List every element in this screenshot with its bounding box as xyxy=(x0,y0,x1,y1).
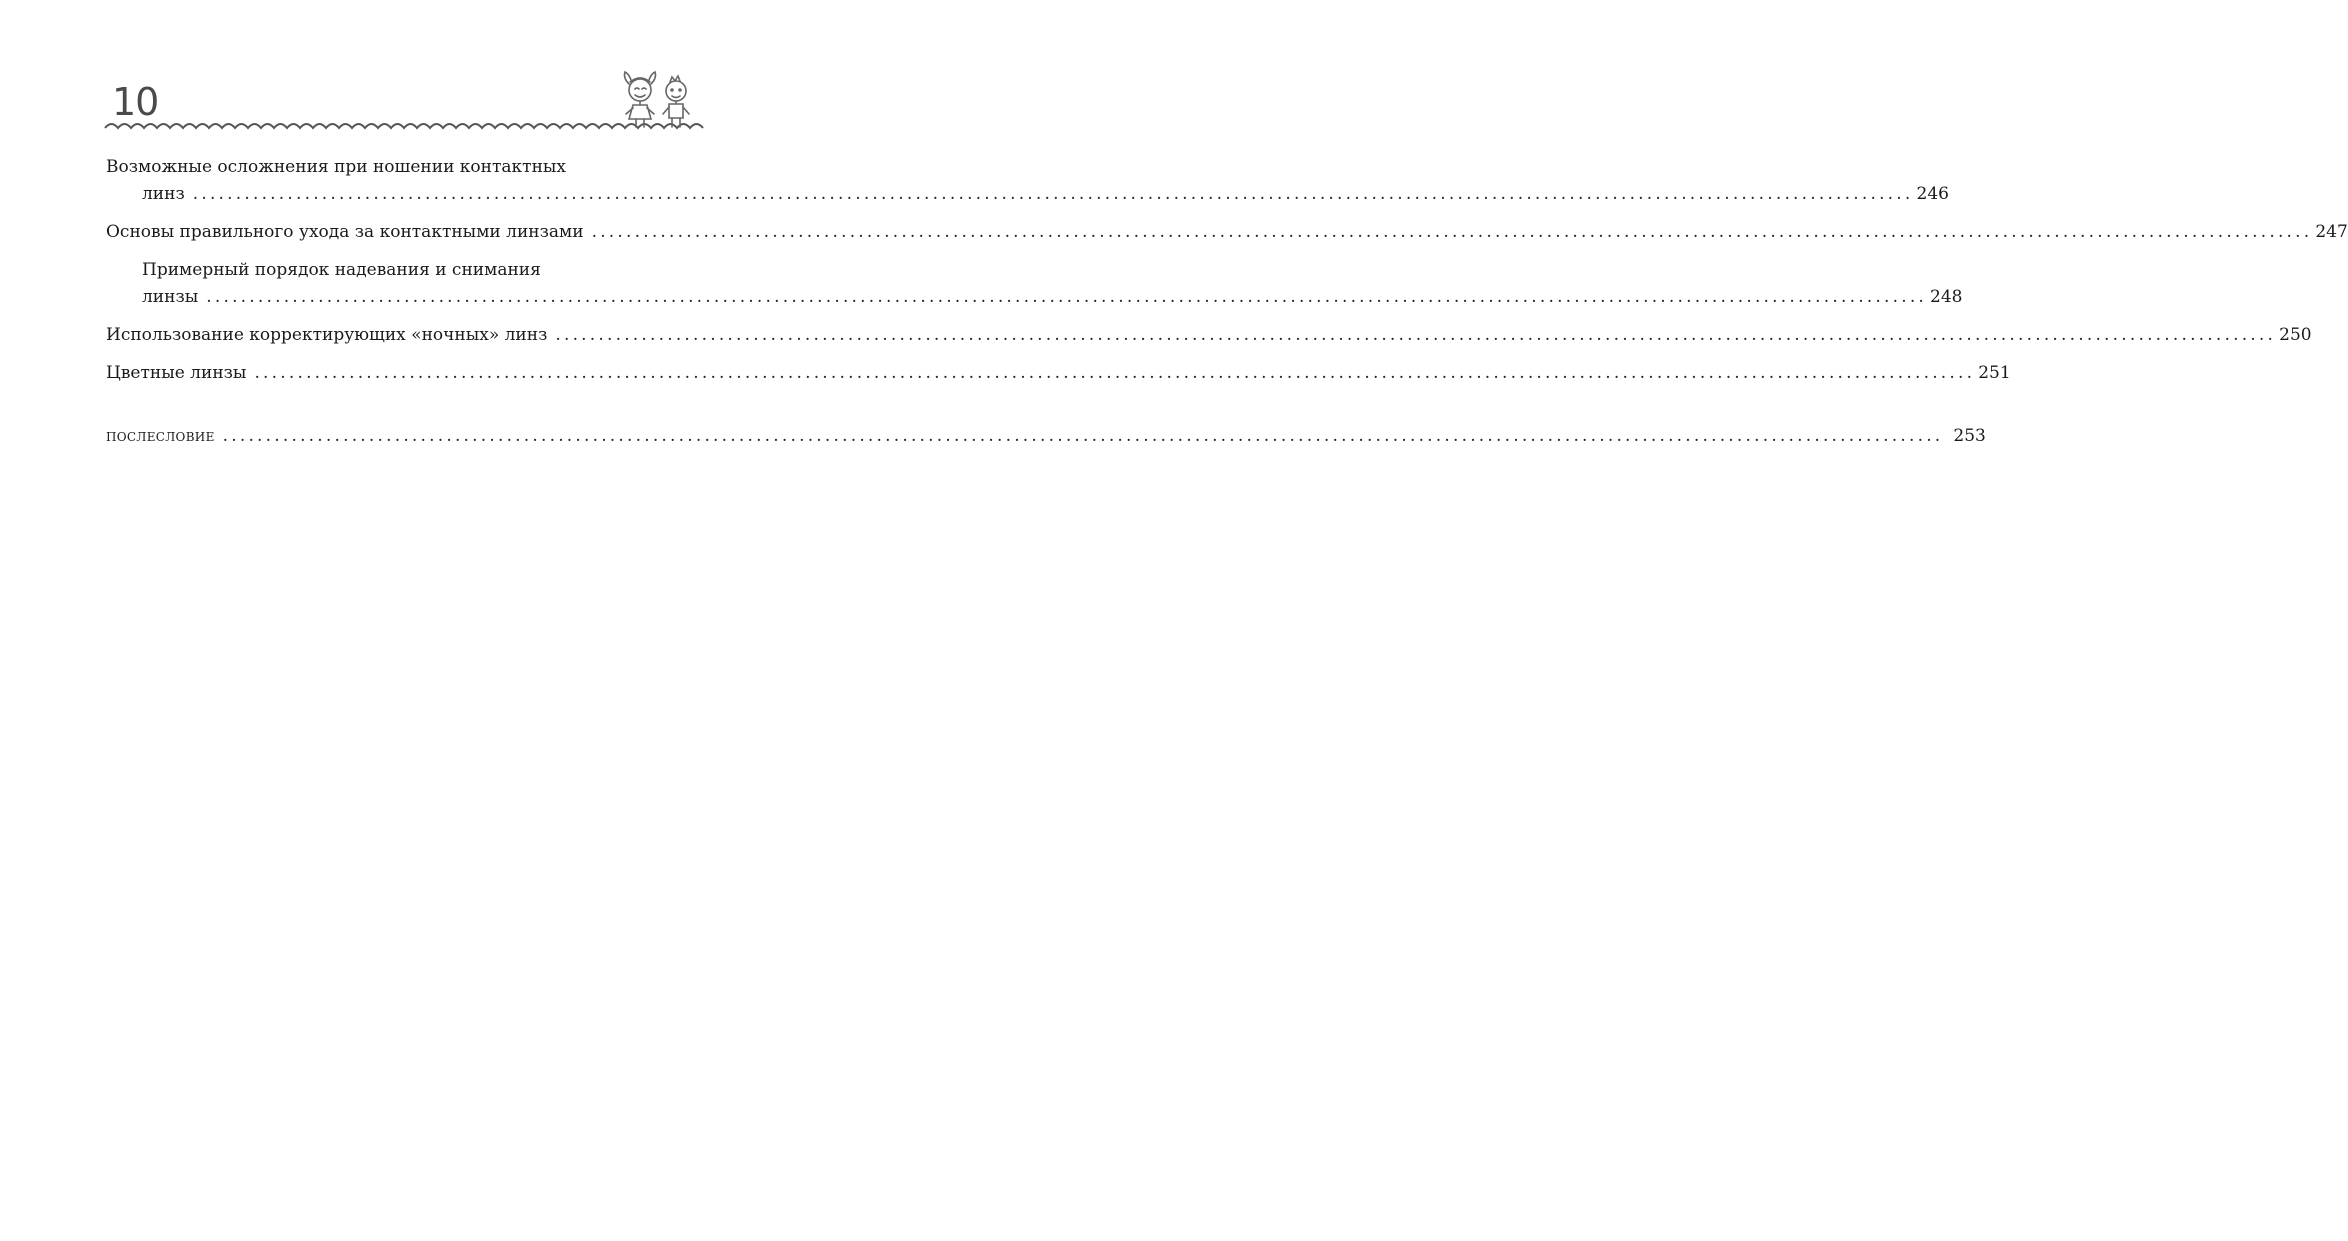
toc-entry-title: послесловие xyxy=(106,426,215,446)
table-of-contents xyxy=(106,154,2348,450)
two-kids-doodle-icon xyxy=(618,70,698,130)
toc-entry-afterword xyxy=(106,423,1986,450)
toc-page-number: 251 xyxy=(1978,363,2011,383)
toc-entry xyxy=(106,322,2312,349)
toc-page-number: 253 xyxy=(1953,426,1986,446)
toc-entry-title: Возможные осложнения при ношении контактных xyxy=(106,157,567,177)
toc-page-number: 250 xyxy=(2279,325,2312,345)
toc-entry-title: Основы правильного ухода за контактными линзами xyxy=(106,222,584,242)
leader-dots: ........................................................................................................................................................................................................ xyxy=(591,222,2313,242)
toc-page-number: 246 xyxy=(1916,184,1949,204)
toc-entry-title: Примерный порядок надевания и снимания xyxy=(142,260,541,280)
leader-dots: ........................................................................................................................................................................................................ xyxy=(222,426,1944,446)
wavy-line-icon xyxy=(105,116,697,136)
leader-dots: ........................................................................................................................................................................................................ xyxy=(206,287,1928,307)
toc-page-number: 247 xyxy=(2315,222,2348,242)
toc-entry xyxy=(106,154,1949,208)
toc-page-number: 248 xyxy=(1930,287,1963,307)
leader-dots: ........................................................................................................................................................................................................ xyxy=(555,325,2277,345)
toc-entry xyxy=(106,219,2348,246)
page-number: 10 xyxy=(112,80,159,124)
toc-entry-title-cont: линзы xyxy=(142,287,199,307)
leader-dots: ........................................................................................................................................................................................................ xyxy=(192,184,1914,204)
toc-entry-title: Цветные линзы xyxy=(106,363,247,383)
toc-entry xyxy=(106,360,2011,387)
toc-entry-title: Использование корректирующих «ночных» линз xyxy=(106,325,548,345)
leader-dots: ........................................................................................................................................................................................................ xyxy=(254,363,1976,383)
toc-entry xyxy=(106,257,1963,311)
page-header xyxy=(0,0,768,150)
toc-entry-title-cont: линз xyxy=(142,184,185,204)
